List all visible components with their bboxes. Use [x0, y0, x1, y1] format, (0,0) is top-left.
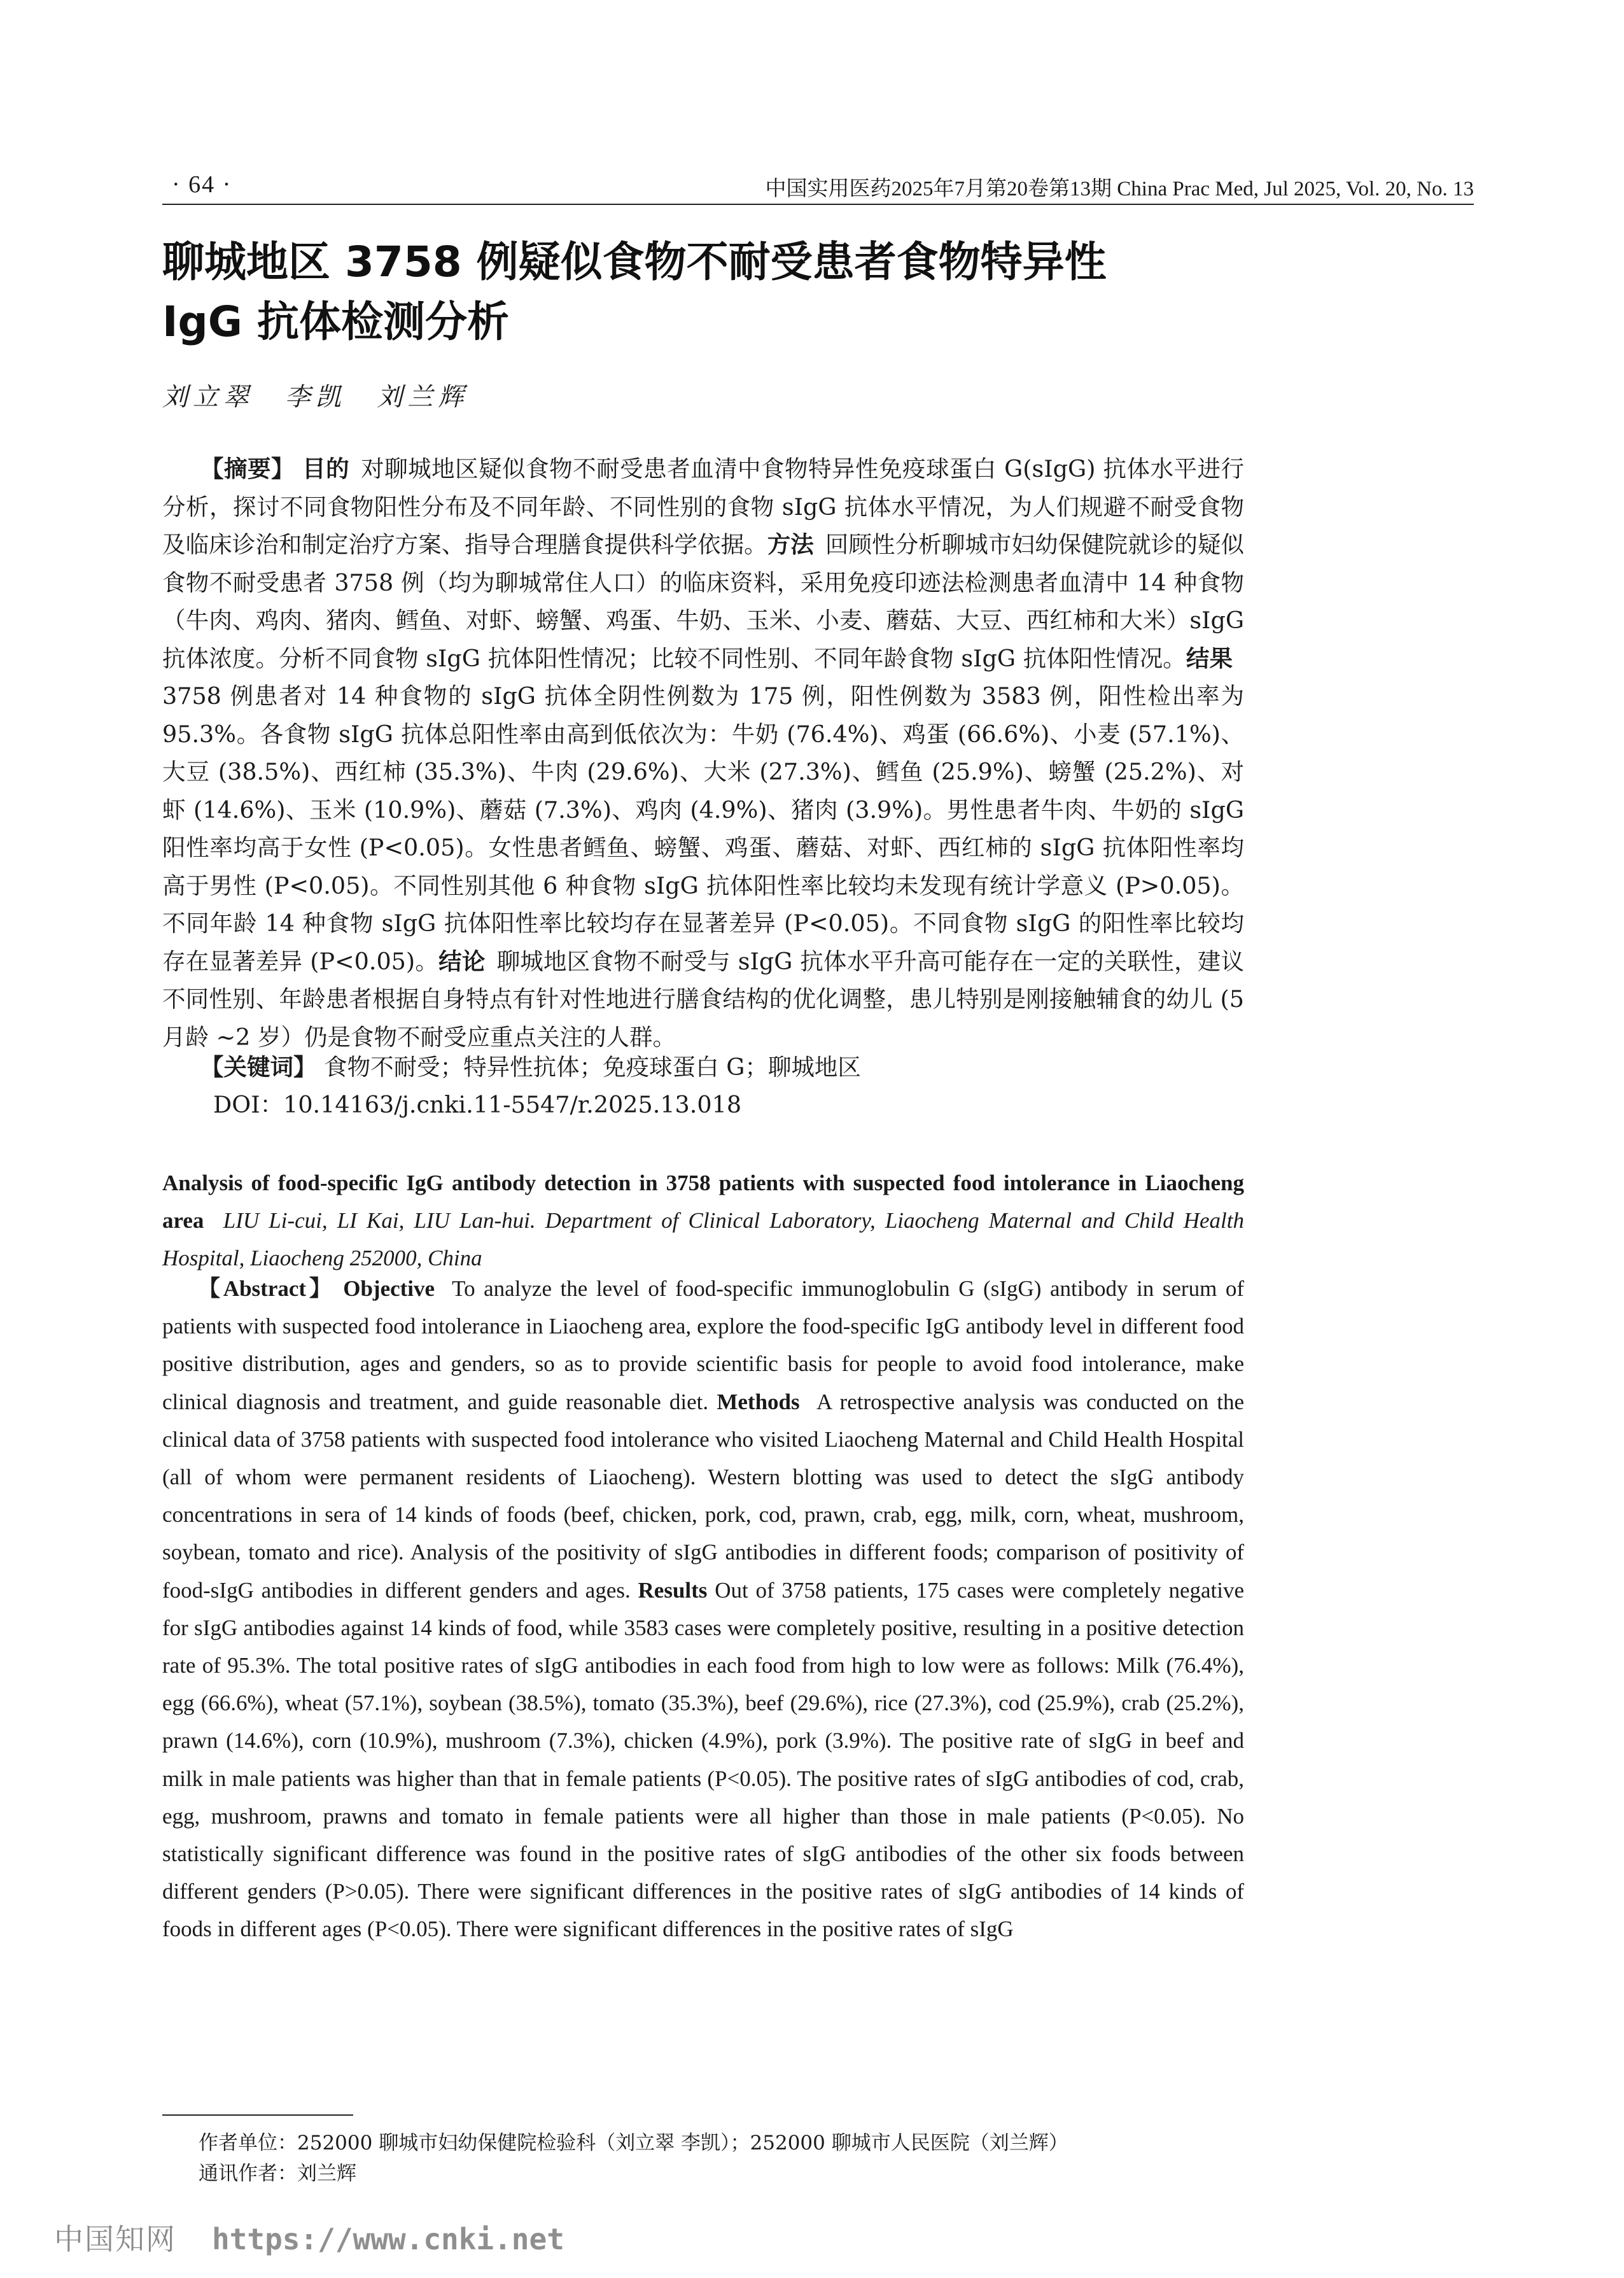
article-title-line-1: 聊城地区 3758 例疑似食物不耐受患者食物特异性 — [162, 237, 1107, 286]
english-results-label: Results — [638, 1577, 708, 1603]
results-text: 3758 例患者对 14 种食物的 sIgG 抗体全阴性例数为 175 例，阳性例数为 3583 例，阳性检出率为 95.3%。各食物 sIgG 抗体总阳性率由高到低依次为：牛奶 (76.4%)、鸡蛋 (66.6%)、小麦 (57.1%)、大豆 (38.5%)、西红柿 (35.3%)、牛肉 (29.6%)、大米 (27.3%)、鳕鱼 (25.9%)、螃蟹 (25.2%)、对虾 (14.6%)、玉米 (10.9%)、蘑菇 (7.3%)、鸡肉 (4.9%)、猪肉 (3.9%)。男性患者牛肉、牛奶的 sIgG 阳性率均高于女性 (P<0.05)。女性患者鳕鱼、螃蟹、鸡蛋、蘑菇、对虾、西红柿的 sIgG 抗体阳性率均高于男性 (P<0.05)。不同性别其他 6 种食物 sIgG 抗体阳性率比较均未发现有统计学意义 (P>0.05)。不同年龄 14 种食物 sIgG 抗体阳性率比较均存在显著差异 (P<0.05)。不同食物 sIgG 的阳性率比较均存在显著差异 (P<0.05)。 — [162, 682, 1244, 975]
footnote-affiliation: 作者单位：252000 聊城市妇幼保健院检验科（刘立翠 李凯）；252000 聊城市人民医院（刘兰辉） — [199, 2132, 1068, 2155]
footnote-corresponding-author: 通讯作者：刘兰辉 — [199, 2162, 356, 2185]
results-label: 结果 — [1186, 644, 1233, 672]
english-objective-text: To analyze the level of food-specific immunoglobulin G (sIgG) antibody in serum of patients with suspected food intolerance in Liaocheng area, explore the food-specific IgG antibody level in different food positive distribution, ages and genders, so as to provide scientific basis for people to avoid food intolerance, make clinical diagnosis and treatment, and guide reasonable diet. — [162, 1276, 1245, 1414]
english-results-text: Out of 3758 patients, 175 cases were completely negative for sIgG antibodies against 14 kinds of food, while 3583 cases were completely positive, resulting in a positive detection rate of 95.3%. The total positive rates of sIgG antibodies in each food from high to low were as follows: Milk (76.4%), egg (66.6%), wheat (57.1%), soybean (38.5%), tomato (35.3%), beef (29.6%), rice (27.3%), cod (25.9%), crab (25.2%), prawn (14.6%), corn (10.9%), mushroom (7.3%), chicken (4.9%), pork (3.9%). The positive rate of sIgG in beef and milk in male patients was higher than that in female patients (P<0.05). The positive rates of sIgG antibodies of cod, crab, egg, mushroom, prawns and tomato in female patients were all higher than those in male patients (P<0.05). No statistically significant difference was found in the positive rates of sIgG antibodies of the other six foods between different genders (P>0.05). There were significant differences in the positive rates of sIgG antibodies of 14 kinds of foods in different ages (P<0.05). There were significant differences in the positive rates of sIgG — [162, 1577, 1245, 1942]
english-byline: LIU Li-cui, LI Kai, LIU Lan-hui. Department of Clinical Laboratory, Liaocheng Maternal and Child Health Hospital, Liaocheng 252000, China — [162, 1208, 1244, 1271]
keywords — [200, 1048, 1244, 1086]
header-rule — [162, 204, 1474, 205]
english-methods-label: Methods — [717, 1389, 800, 1414]
methods-label: 方法 — [767, 531, 814, 558]
english-abstract — [162, 1270, 1244, 1948]
article-title-line-2: IgG 抗体检测分析 — [162, 297, 509, 346]
keywords-text: 食物不耐受；特异性抗体；免疫球蛋白 G；聊城地区 — [324, 1053, 861, 1081]
doi: DOI：10.14163/j.cnki.11-5547/r.2025.13.018 — [213, 1091, 742, 1118]
footnote-rule — [162, 2114, 353, 2116]
page-number: · 64 · — [172, 171, 232, 198]
conclusion-label: 结论 — [438, 947, 486, 975]
english-abstract-label: 【Abstract】 — [198, 1276, 335, 1301]
article-title — [162, 232, 1371, 352]
methods-text: 回顾性分析聊城市妇幼保健院就诊的疑似食物不耐受患者 3758 例（均为聊城常住人口）的临床资料，采用免疫印迹法检测患者血清中 14 种食物（牛肉、鸡肉、猪肉、鳕鱼、对虾、螃蟹、鸡蛋、牛奶、玉米、小麦、蘑菇、大豆、西红柿和大米）sIgG 抗体浓度。分析不同食物 sIgG 抗体阳性情况；比较不同性别、不同年龄食物 sIgG 抗体阳性情况。 — [162, 531, 1245, 672]
conclusion-text: 聊城地区食物不耐受与 sIgG 抗体水平升高可能存在一定的关联性，建议不同性别、年龄患者根据自身特点有针对性地进行膳食结构的优化调整，患儿特别是刚接触辅食的幼儿 (5 月龄 ~2 岁）仍是食物不耐受应重点关注的人群。 — [162, 947, 1244, 1051]
keywords-label: 【关键词】 — [200, 1053, 317, 1081]
english-objective-label: Objective — [343, 1276, 435, 1301]
english-methods-text: A retrospective analysis was conducted on the clinical data of 3758 patients with suspected food intolerance who visited Liaocheng Maternal and Child Health Hospital (all of whom were permanent residents of Liaocheng). Western blotting was used to detect the sIgG antibody concentrations in sera of 14 kinds of foods (beef, chicken, pork, cod, prawn, crab, egg, milk, corn, wheat, mushroom, soybean, tomato and rice). Analysis of the positivity of sIgG antibodies in different foods; comparison of positivity of food-sIgG antibodies in different genders and ages. — [162, 1389, 1244, 1603]
objective-label: 目的 — [302, 455, 350, 482]
author-list: 刘立翠 李凯 刘兰辉 — [162, 383, 469, 412]
watermark-site-name: 中国知网 — [54, 2222, 176, 2256]
watermark-url[interactable]: https://www.cnki.net — [212, 2222, 564, 2256]
chinese-abstract — [162, 450, 1244, 1056]
english-title-block — [162, 1164, 1244, 1277]
cnki-watermark — [54, 2216, 564, 2258]
running-header: 中国实用医药2025年7月第20卷第13期 China Prac Med, Jul 2025, Vol. 20, No. 13 — [765, 178, 1474, 200]
english-title: Analysis of food-specific IgG antibody detection in 3758 patients with suspected food intolerance in Liaocheng area — [162, 1171, 1244, 1234]
abstract-label: 【摘要】 — [200, 455, 295, 482]
objective-text: 对聊城地区疑似食物不耐受患者血清中食物特异性免疫球蛋白 G(sIgG) 抗体水平进行分析，探讨不同食物阳性分布及不同年龄、不同性别的食物 sIgG 抗体水平情况，为人们规避不耐受食物及临床诊治和制定治疗方案、指导合理膳食提供科学依据。 — [162, 455, 1245, 558]
